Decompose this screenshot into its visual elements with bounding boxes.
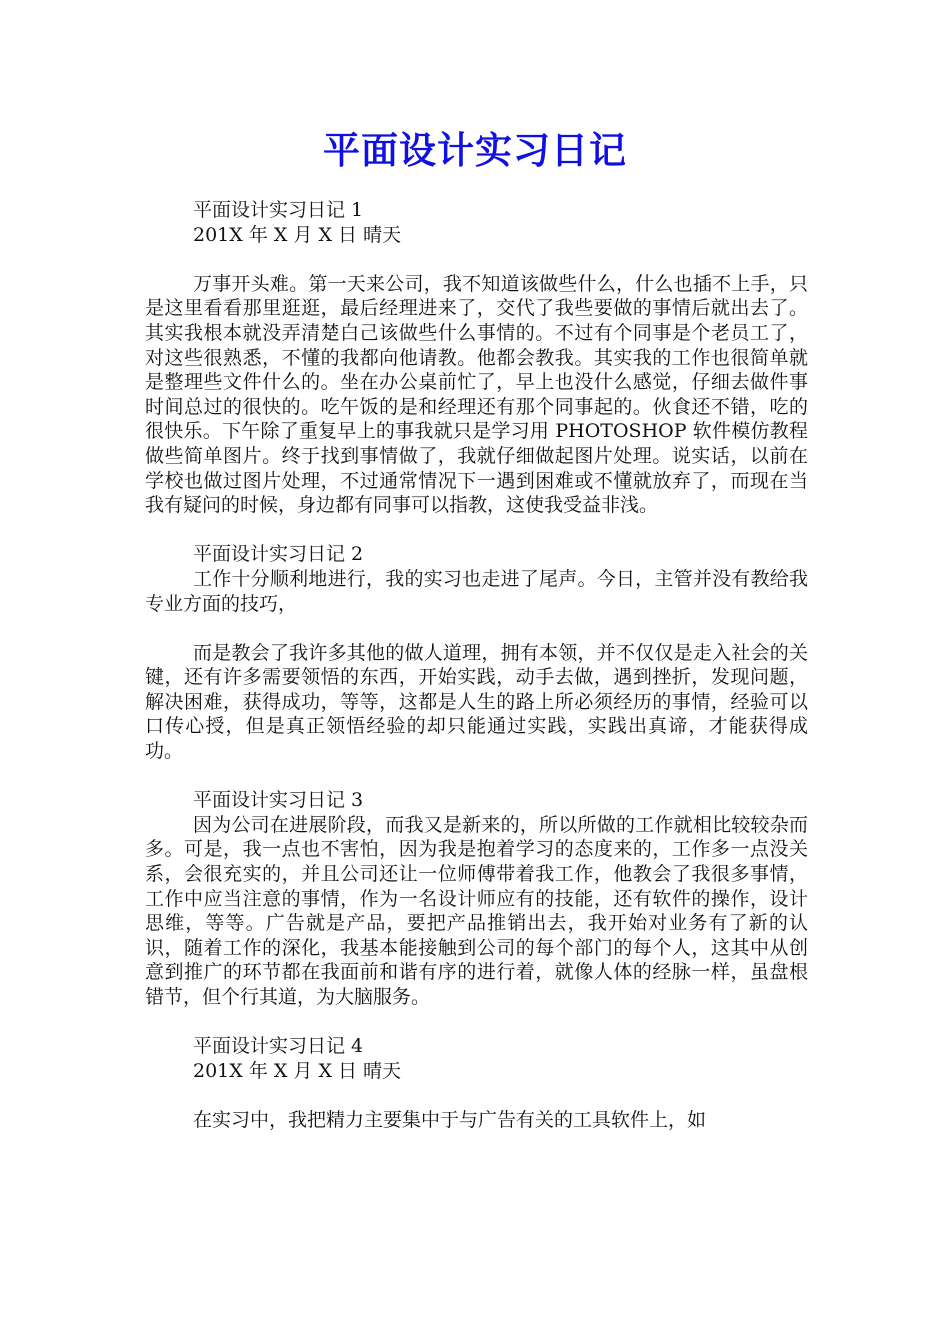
entry-2-heading: 平面设计实习日记 2 <box>193 543 364 566</box>
entry-3-paragraph: 因为公司在进展阶段，而我又是新来的，所以所做的工作就相比较较杂而多。可是，我一点也不害怕，因为我是抱着学习的态度来的，工作多一点没关系，会很充实的，并且公司还让一位师傅带着我工作，他教会了我很多事情，工作中应当注意的事情，作为一名设计师应有的技能，还有软件的操作，设计思维，等等。广告就是产品，要把产品推销出去，我开始对业务有了新的认识，随着工作的深化，我基本能接触到公司的每个部门的每个人，这其中从创意到推广的环节都在我面前和谐有序的进行着，就像人体的经脉一样，虽盘根错节，但个行其道，为大脑服务。 <box>145 813 808 1008</box>
document-title: 平面设计实习日记 <box>323 128 627 172</box>
paragraph-gap <box>145 518 808 543</box>
entry-2-paragraph: 工作十分顺利地进行，我的实习也走进了尾声。今日，主管并没有教给我专业方面的技巧， <box>145 567 808 615</box>
entry-1-heading: 平面设计实习日记 1 <box>193 199 364 221</box>
paragraph-gap <box>145 764 808 789</box>
paragraph-gap <box>145 247 808 272</box>
document-body <box>145 198 808 1133</box>
entry-4-heading: 平面设计实习日记 4 <box>193 1035 364 1058</box>
entry-4-paragraph: 在实习中，我把精力主要集中于与广告有关的工具软件上，如 <box>193 1108 707 1131</box>
entry-3-heading: 平面设计实习日记 3 <box>193 789 364 812</box>
paragraph-gap <box>145 616 808 641</box>
paragraph-gap <box>145 1083 808 1108</box>
entry-1-date: 201X 年 X 月 X 日 晴天 <box>193 223 402 246</box>
entry-1-paragraph: 万事开头难。第一天来公司，我不知道该做些什么，什么也插不上手，只是这里看看那里逛逛，最后经理进来了，交代了我些要做的事情后就出去了。其实我根本就没弄清楚白己该做些什么事情的。不过有个同事是个老员工了，对这些很熟悉，不懂的我都向他请教。他都会教我。其实我的工作也很简单就是整理些文件什么的。坐在办公桌前忙了，早上也没什么感觉，仔细去做件事时间总过的很快的。吃午饭的是和经理还有那个同事起的。伙食还不错，吃的很快乐。下午除了重复早上的事我就只是学习用 PHOTOSHOP 软件模仿教程做些简单图片。终于找到事情做了，我就仔细做起图片处理。说实话，以前在学校也做过图片处理，不过通常情况下一遇到困难或不懂就放弃了，而现在当我有疑问的时候，身边都有同事可以指教，这使我受益非浅。 <box>145 272 808 517</box>
paragraph-gap <box>145 1010 808 1035</box>
entry-4-date: 201X 年 X 月 X 日 晴天 <box>193 1059 402 1082</box>
entry-2-paragraph-2: 而是教会了我许多其他的做人道理，拥有本领，并不仅仅是走入社会的关键，还有许多需要领悟的东西，开始实践，动手去做，遇到挫折，发现问题，解决困难，获得成功，等等，这都是人生的路上所必须经历的事情，经验可以口传心授，但是真正领悟经验的却只能通过实践，实践出真谛，才能获得成功。 <box>145 641 808 763</box>
